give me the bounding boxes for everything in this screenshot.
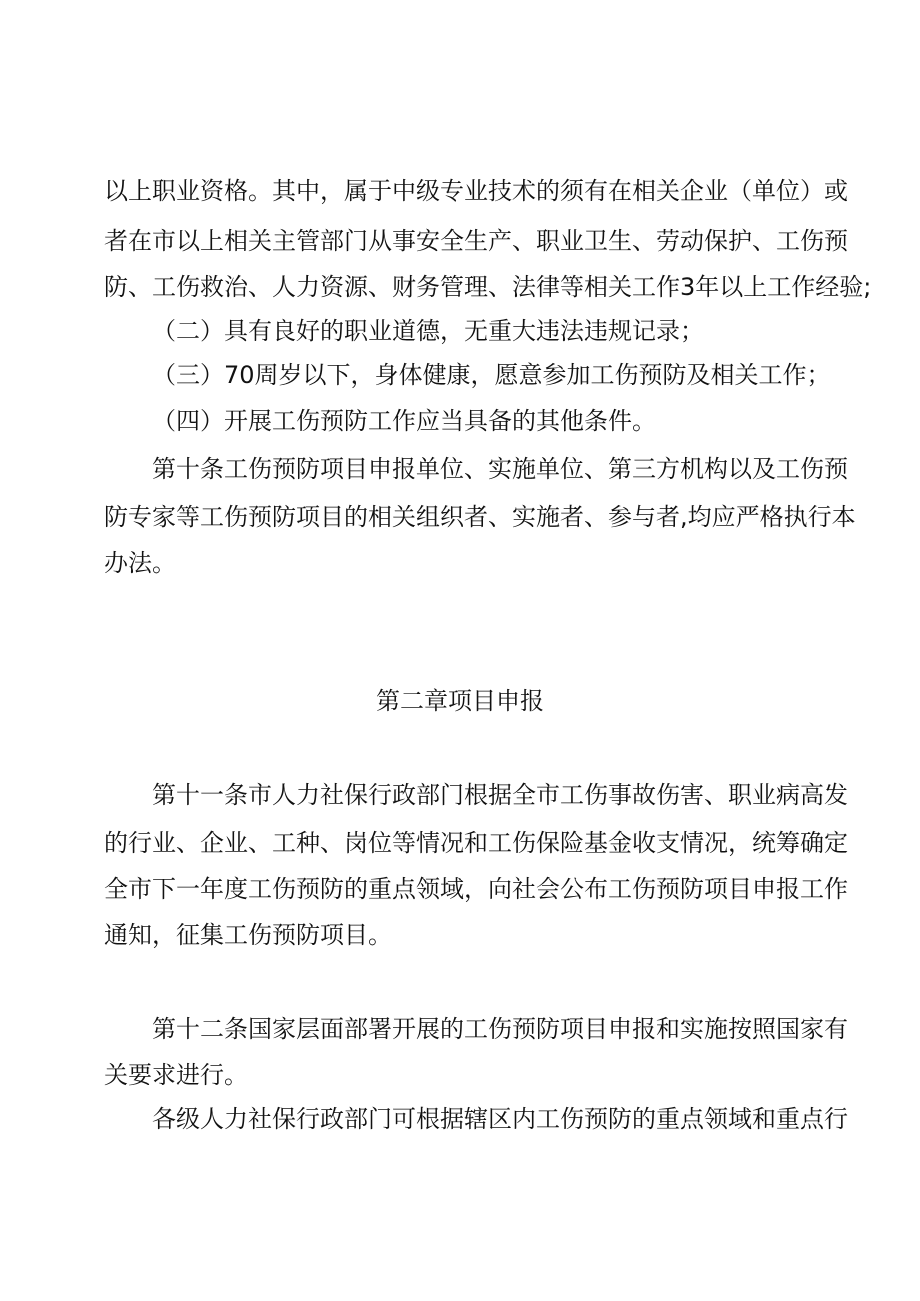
- article-12-line: 第十二条国家层面部署开展的工伤预防项目申报和实施按照国家有: [152, 1015, 848, 1043]
- paragraph-line: 以上职业资格。其中，属于中级专业技术的须有在相关企业（单位）或: [104, 177, 848, 205]
- article-11-line: 第十一条市人力社保行政部门根据全市工伤事故伤害、职业病高发: [152, 781, 848, 809]
- list-item-4: （四）开展工伤预防工作应当具备的其他条件。: [152, 407, 656, 435]
- article-10-line: 防专家等工伤预防项目的相关组织者、实施者、参与者,均应严格执行本: [104, 503, 856, 531]
- article-12-line: 关要求进行。: [104, 1061, 248, 1089]
- chapter-title: 第二章项目申报: [376, 687, 544, 715]
- article-11-line: 全市下一年度工伤预防的重点领域，向社会公布工伤预防项目申报工作: [104, 875, 848, 903]
- article-11-line: 通知，征集工伤预防项目。: [104, 921, 392, 949]
- list-item-2: （二）具有良好的职业道德，无重大违法违规记录；: [152, 317, 704, 345]
- article-11-line: 的行业、企业、工种、岗位等情况和工伤保险基金收支情况，统筹确定: [104, 829, 848, 857]
- list-item-3: （三）70周岁以下，身体健康，愿意参加工伤预防及相关工作；: [152, 361, 831, 389]
- paragraph-line: 防、工伤救治、人力资源、财务管理、法律等相关工作3年以上工作经验;: [104, 273, 872, 301]
- article-10-line: 办法。: [104, 549, 176, 577]
- paragraph-line: 各级人力社保行政部门可根据辖区内工伤预防的重点领域和重点行: [152, 1105, 848, 1133]
- article-10-line: 第十条工伤预防项目申报单位、实施单位、第三方机构以及工伤预: [152, 455, 848, 483]
- paragraph-line: 者在市以上相关主管部门从事安全生产、职业卫生、劳动保护、工伤预: [104, 227, 848, 255]
